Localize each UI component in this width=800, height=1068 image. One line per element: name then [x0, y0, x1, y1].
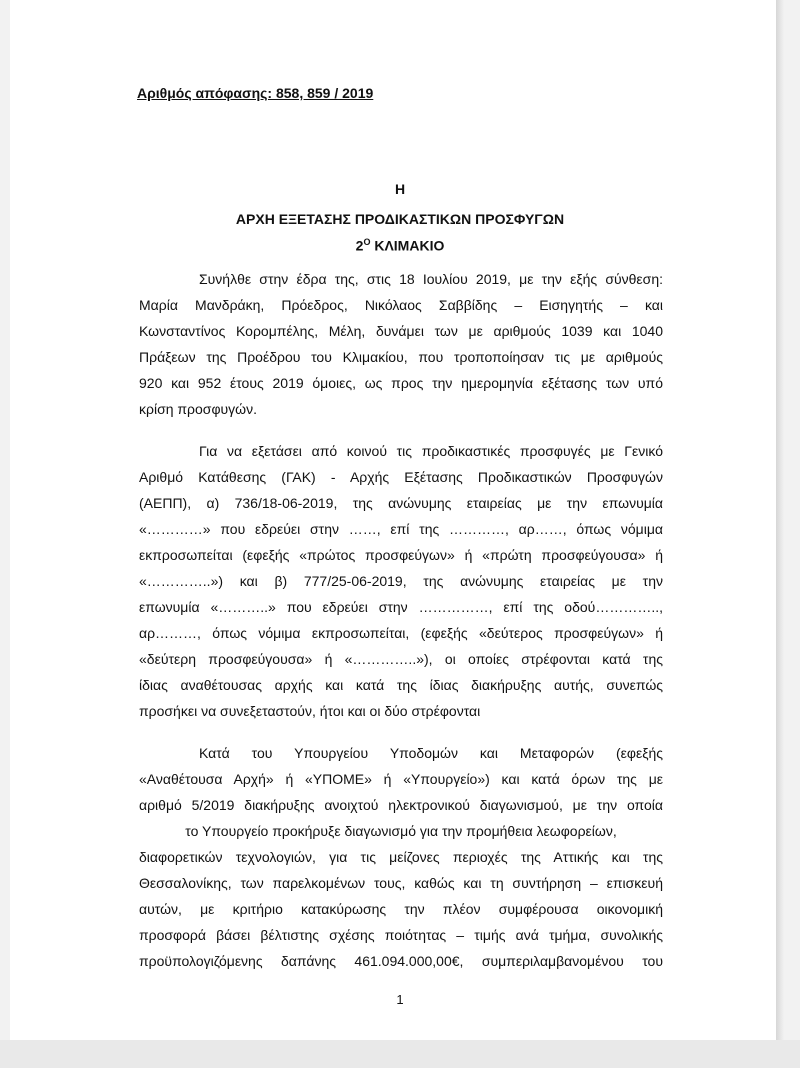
paragraph-ministry	[139, 740, 663, 974]
text-line: επωνυμία «………..» που εδρεύει στην ……………, επί της οδού…………..,	[139, 599, 663, 615]
decision-number: Αριθμός απόφασης: 858, 859 / 2019	[137, 85, 374, 101]
text-line: Πράξεων της Προέδρου του Κλιμακίου, που τροποποίησαν τις με αριθμούς	[139, 349, 663, 365]
text-line: Μαρία Μανδράκη, Πρόεδρος, Νικόλαος Σαββίδης – Εισηγητής – και	[139, 297, 663, 313]
text-line: 920 και 952 έτους 2019 όμοιες, ως προς την ημερομηνία εξέτασης των υπό	[139, 375, 663, 391]
text-line: διαφορετικών τεχνολογιών, για τις μείζονες περιοχές της Αττικής και της	[139, 849, 663, 865]
text-line: αυτών, με κριτήριο κατακύρωσης την πλέον συμφέρουσα οικονομική	[139, 901, 663, 917]
chamber-number: 2	[355, 237, 364, 254]
text-line: προσφορά βάσει βέλτιστης σχέσης ποιότητας – τιμής ανά τμήμα, συνολικής	[139, 927, 663, 943]
text-line: «δεύτερη προσφεύγουσα» ή «…………..»), οι οποίες στρέφονται κατά της	[139, 651, 663, 667]
text-line: Κωνσταντίνος Κορομπέλης, Μέλη, δυνάμει των με αριθμούς 1039 και 1040	[139, 323, 663, 339]
text-line: προσήκει να συνεξεταστούν, ήτοι και οι δύο στρέφονται	[139, 703, 481, 719]
text-line: «Αναθέτουσα Αρχή» ή «ΥΠΟΜΕ» ή «Υπουργείο») και κατά όρων της με	[139, 771, 663, 787]
chamber-ordinal-sup: Ο	[363, 237, 371, 247]
text-line: αριθμό 5/2019 διακήρυξης ανοιχτού ηλεκτρονικού διαγωνισμού, με την οποία	[139, 797, 663, 813]
text-line: «…………» που εδρεύει στην ……, επί της …………, αρ……, όπως νόμιμα	[139, 521, 663, 537]
chamber-title	[0, 237, 800, 254]
text-line: (ΑΕΠΠ), α) 736/18-06-2019, της ανώνυμης εταιρείας με την επωνυμία	[139, 495, 663, 511]
text-line: Για να εξετάσει από κοινού τις προδικαστικές προσφυγές με Γενικό	[199, 443, 663, 459]
text-line: «…………..») και β) 777/25-06-2019, της ανώνυμης εταιρείας με την	[139, 573, 663, 589]
text-line: Θεσσαλονίκης, των παρελκομένων τους, καθώς και τη συντήρηση – επισκευή	[139, 875, 663, 891]
authority-title: ΑΡΧΗ ΕΞΕΤΑΣΗΣ ΠΡΟΔΙΚΑΣΤΙΚΩΝ ΠΡΟΣΦΥΓΩΝ	[235, 211, 565, 227]
page-number: 1	[396, 992, 404, 1007]
paragraph-appeals	[139, 438, 663, 724]
text-line: Αριθμό Κατάθεσης (ΓΑΚ) - Αρχής Εξέτασης Προδικαστικών Προσφυγών	[139, 469, 663, 485]
text-line: αρ………, όπως νόμιμα εκπροσωπείται, (εφεξής «δεύτερος προσφεύγων» ή	[139, 625, 663, 641]
text-line: κρίση προσφυγών.	[139, 401, 257, 417]
text-line: εκπροσωπείται (εφεξής «πρώτος προσφεύγων» ή «πρώτη προσφεύγουσα» ή	[139, 547, 663, 563]
chamber-word: ΚΛΙΜΑΚΙΟ	[374, 237, 445, 254]
title-article: Η	[394, 181, 406, 197]
text-line: Συνήλθε στην έδρα της, στις 18 Ιουλίου 2019, με την εξής σύνθεση:	[199, 271, 663, 287]
text-line: Κατά του Υπουργείου Υποδομών και Μεταφορών (εφεξής	[199, 745, 663, 761]
text-line: ίδιας αναθέτουσας αρχής και κατά της ίδιας διακήρυξης αυτής, συνεπώς	[139, 677, 663, 693]
text-line: το Υπουργείο προκήρυξε διαγωνισμό για την προμήθεια λεωφορείων,	[185, 823, 617, 839]
paragraph-session	[139, 266, 663, 422]
viewer-bottom-strip	[0, 1040, 800, 1068]
page-shadow	[776, 0, 784, 1040]
text-line: προϋπολογιζόμενης δαπάνης 461.094.000,00€, συμπεριλαμβανομένου του	[139, 953, 663, 969]
